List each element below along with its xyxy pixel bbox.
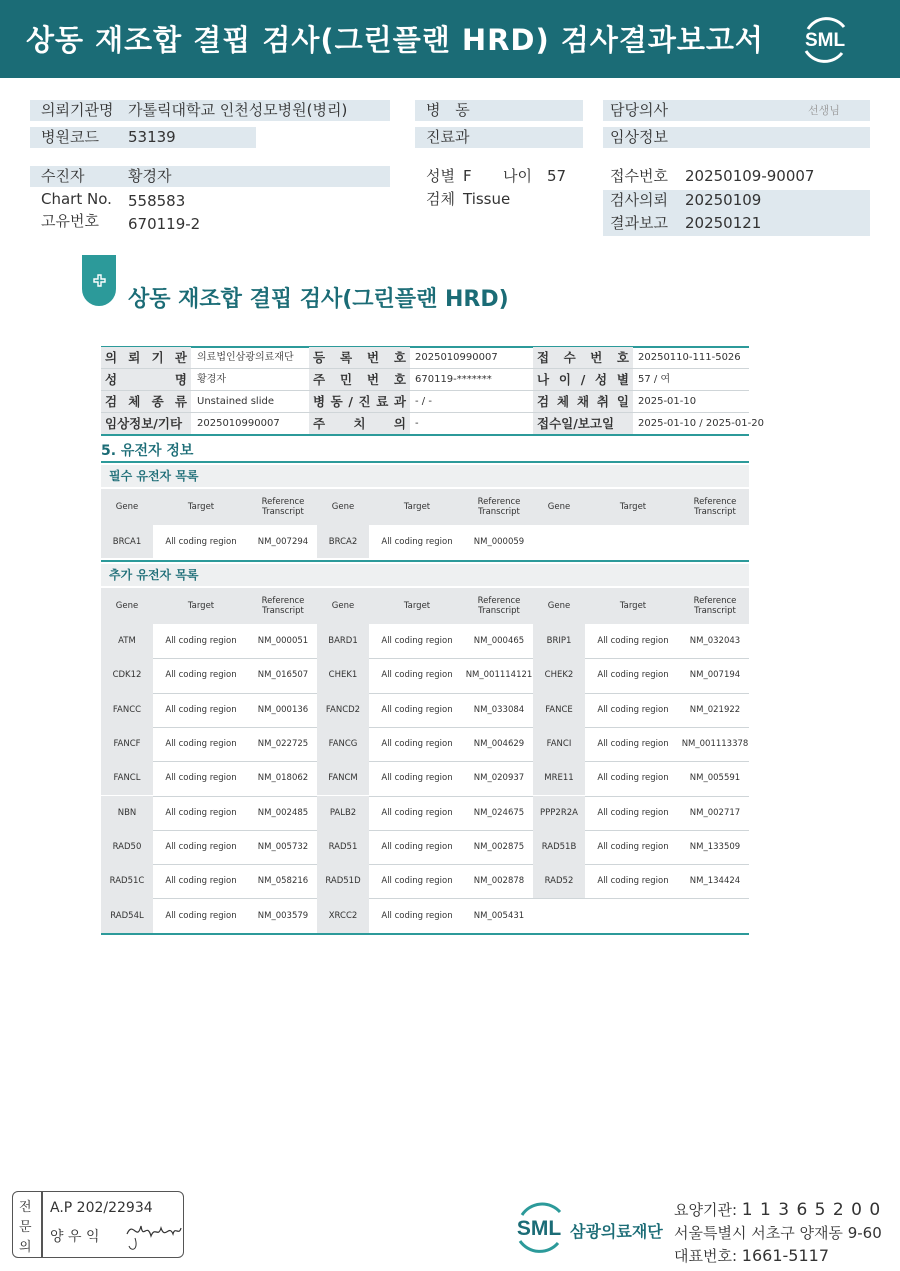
additional-genes-title: 추가 유전자 목록 [101, 564, 749, 586]
report-date-label: 결과보고 [610, 214, 668, 232]
gene-name: ATM [101, 624, 153, 658]
gene-target: All coding region [165, 670, 237, 681]
gene-name: MRE11 [533, 761, 585, 795]
gene-name: CHEK1 [317, 658, 369, 692]
gene-target: All coding region [165, 807, 237, 818]
column-header: Reference Transcript [693, 497, 737, 517]
gene-transcript: NM_007194 [689, 670, 741, 681]
gene-name: FANCC [101, 693, 153, 727]
gene-name: NBN [101, 796, 153, 830]
signature [125, 1212, 183, 1252]
gene-transcript: NM_005591 [689, 773, 741, 784]
doctor-suffix: 선생님 [808, 104, 840, 117]
additional-genes-header [101, 588, 749, 624]
gene-target: All coding region [165, 841, 237, 852]
field-value: 2025-01-10 [638, 396, 697, 407]
column-header: Gene [331, 502, 355, 512]
gene-name: RAD51D [317, 864, 369, 898]
gene-target: All coding region [597, 841, 669, 852]
chart-value: 558583 [128, 192, 186, 210]
column-header: Reference Transcript [477, 596, 521, 616]
gene-transcript: NM_020937 [473, 773, 525, 784]
gene-target: All coding region [165, 910, 237, 921]
ward-label: 병 동 [426, 101, 470, 119]
field-value: 57 / 여 [638, 374, 671, 385]
gene-name: FANCD2 [317, 693, 369, 727]
report-date-value: 20250121 [685, 214, 762, 232]
field-value: 2025010990007 [197, 418, 280, 429]
box-char: 문 [19, 1220, 32, 1235]
gene-target: All coding region [381, 704, 453, 715]
svg-text:SML: SML [804, 30, 846, 51]
gene-target: All coding region [381, 910, 453, 921]
gene-name: RAD51B [533, 830, 585, 864]
gene-target: All coding region [597, 636, 669, 647]
field-label: 접 수 번 호 [533, 347, 633, 368]
receipt-label: 접수번호 [610, 167, 668, 185]
gene-transcript: NM_002878 [473, 876, 525, 887]
column-header: Target [403, 601, 431, 611]
patient-label: 수진자 [41, 167, 85, 185]
gene-target: All coding region [165, 536, 237, 547]
field-value: - [415, 418, 419, 429]
gene-transcript: NM_001114121 [465, 670, 533, 681]
field-label: 검 체 채 취 일 [533, 391, 633, 412]
column-header: Reference Transcript [693, 596, 737, 616]
gene-transcript: NM_134424 [689, 876, 741, 887]
gene-name: FANCG [317, 727, 369, 761]
gene-name: RAD52 [533, 864, 585, 898]
gene-name: RAD51 [317, 830, 369, 864]
field-label: 등 록 번 호 [309, 347, 410, 368]
field-label: 성 명 [101, 369, 191, 390]
field-label: 검 체 종 류 [101, 391, 191, 412]
gene-target: All coding region [381, 841, 453, 852]
gene-transcript: NM_000136 [257, 704, 309, 715]
column-header: Reference Transcript [261, 497, 305, 517]
gene-target: All coding region [381, 670, 453, 681]
gene-info-title: 5. 유전자 정보 [101, 443, 194, 459]
gene-transcript: NM_016507 [257, 670, 309, 681]
gene-name: RAD51C [101, 864, 153, 898]
column-header: Target [619, 502, 647, 512]
column-header: Target [619, 601, 647, 611]
gene-target: All coding region [381, 636, 453, 647]
field-value: 20250110-111-5026 [638, 352, 741, 363]
column-header: Gene [115, 601, 139, 611]
gene-target: All coding region [165, 876, 237, 887]
age-label: 나이 [503, 167, 532, 185]
gene-name: CDK12 [101, 658, 153, 692]
box-char: 전 [19, 1200, 32, 1215]
field-label: 임상정보/기타 [101, 413, 191, 434]
gene-target: All coding region [597, 704, 669, 715]
gene-target: All coding region [381, 876, 453, 887]
gene-name: BRIP1 [533, 624, 585, 658]
field-label: 나 이 / 성 별 [533, 369, 633, 390]
phone: 대표번호: 1661-5117 [674, 1246, 830, 1265]
field-label: 주 민 번 호 [309, 369, 410, 390]
gene-transcript: NM_021922 [689, 704, 741, 715]
unique-id-label: 고유번호 [41, 212, 99, 230]
receipt-value: 20250109-90007 [685, 167, 815, 185]
hospital-code-value: 53139 [128, 128, 176, 146]
svg-text:SML: SML [516, 1217, 562, 1240]
field-value: 2025010990007 [415, 352, 498, 363]
gene-transcript: NM_003579 [257, 910, 309, 921]
column-header: Gene [115, 502, 139, 512]
field-label: 의 뢰 기 관 [101, 347, 191, 368]
specimen-value: Tissue [463, 190, 511, 208]
doctor-label: 담당의사 [610, 101, 668, 119]
gene-transcript: NM_022725 [257, 739, 309, 750]
specimen-label: 검체 [426, 190, 455, 208]
gene-transcript: NM_005732 [257, 841, 309, 852]
gene-target: All coding region [597, 670, 669, 681]
gene-transcript: NM_058216 [257, 876, 309, 887]
gene-name: FANCE [533, 693, 585, 727]
field-value: 황경자 [197, 374, 226, 385]
gene-name: BRCA1 [101, 525, 153, 558]
gene-transcript: NM_002875 [473, 841, 525, 852]
signer-name: 양 우 익 [50, 1229, 100, 1245]
column-header: Target [187, 502, 215, 512]
gene-transcript: NM_033084 [473, 704, 525, 715]
column-header: Reference Transcript [477, 497, 521, 517]
gene-target: All coding region [165, 773, 237, 784]
gene-name: FANCF [101, 727, 153, 761]
request-date-label: 검사의뢰 [610, 191, 668, 209]
field-label: 주 치 의 [309, 413, 410, 434]
gene-transcript: NM_032043 [689, 636, 741, 647]
gene-target: All coding region [381, 536, 453, 547]
gene-transcript: NM_002485 [257, 807, 309, 818]
gene-name: BARD1 [317, 624, 369, 658]
box-char: 의 [19, 1240, 32, 1255]
gene-name: FANCI [533, 727, 585, 761]
gene-target: All coding region [165, 739, 237, 750]
column-header: Target [403, 502, 431, 512]
column-header: Gene [547, 502, 571, 512]
unique-id-value: 670119-2 [128, 215, 201, 233]
column-header: Target [187, 601, 215, 611]
org-name: 삼광의료재단 [570, 1222, 663, 1241]
gene-name: XRCC2 [317, 898, 369, 932]
gene-transcript: NM_133509 [689, 841, 741, 852]
field-value: - / - [415, 396, 432, 407]
cross-badge-icon [82, 255, 116, 307]
field-value: 2025-01-10 / 2025-01-20 [638, 418, 764, 429]
gene-target: All coding region [381, 739, 453, 750]
report-title: 상동 재조합 결핍 검사(그린플랜 HRD) 검사결과보고서 [26, 23, 764, 57]
patient-name: 황경자 [128, 167, 172, 185]
request-org-value: 가톨릭대학교 인천성모병원(병리) [128, 101, 348, 119]
gene-name: RAD50 [101, 830, 153, 864]
gene-transcript: NM_007294 [257, 536, 309, 547]
gene-name: PALB2 [317, 796, 369, 830]
required-genes-title: 필수 유전자 목록 [101, 465, 749, 487]
gene-target: All coding region [597, 739, 669, 750]
sml-logo [798, 13, 852, 65]
request-date-value: 20250109 [685, 191, 762, 209]
gene-transcript: NM_024675 [473, 807, 525, 818]
gene-transcript: NM_000051 [257, 636, 309, 647]
gene-transcript: NM_000059 [473, 536, 525, 547]
gene-name: BRCA2 [317, 525, 369, 558]
field-value: Unstained slide [197, 396, 274, 407]
clinical-info-label: 임상정보 [610, 128, 668, 146]
gene-target: All coding region [165, 704, 237, 715]
column-header: Gene [331, 601, 355, 611]
ap-number: A.P 202/22934 [50, 1200, 153, 1216]
gene-transcript: NM_000465 [473, 636, 525, 647]
specialist-stamp [12, 1191, 184, 1258]
hospital-code-label: 병원코드 [41, 128, 99, 146]
section-title: 상동 재조합 결핍 검사(그린플랜 HRD) [128, 287, 509, 312]
gene-name: RAD54L [101, 898, 153, 932]
gene-transcript: NM_004629 [473, 739, 525, 750]
sex-label: 성별 [426, 167, 455, 185]
required-genes-header [101, 489, 749, 525]
field-value: 670119-******* [415, 374, 492, 385]
age-value: 57 [547, 167, 567, 185]
gene-target: All coding region [597, 773, 669, 784]
gene-transcript: NM_001113378 [681, 739, 749, 750]
chart-label: Chart No. [41, 190, 112, 208]
gene-target: All coding region [381, 773, 453, 784]
address: 서울특별시 서초구 양재동 9-60 [674, 1224, 882, 1242]
column-header: Gene [547, 601, 571, 611]
column-header: Reference Transcript [261, 596, 305, 616]
gene-target: All coding region [165, 636, 237, 647]
sex-value: F [463, 167, 472, 185]
field-label: 병 동 / 진 료 과 [309, 391, 410, 412]
gene-name: FANCM [317, 761, 369, 795]
gene-target: All coding region [597, 807, 669, 818]
gene-transcript: NM_005431 [473, 910, 525, 921]
sml-footer-logo [510, 1198, 570, 1256]
gene-name: PPP2R2A [533, 796, 585, 830]
gene-target: All coding region [597, 876, 669, 887]
institution-code: 요양기관: 1 1 3 6 5 2 0 0 [674, 1200, 882, 1220]
dept-label: 진료과 [426, 128, 470, 146]
gene-target: All coding region [381, 807, 453, 818]
gene-name: CHEK2 [533, 658, 585, 692]
report-header [0, 0, 900, 78]
request-org-label: 의뢰기관명 [41, 101, 114, 119]
gene-transcript: NM_002717 [689, 807, 741, 818]
gene-transcript: NM_018062 [257, 773, 309, 784]
gene-name: FANCL [101, 761, 153, 795]
field-label: 접수일/보고일 [533, 413, 633, 434]
field-value: 의료법인삼광의료재단 [197, 352, 294, 363]
